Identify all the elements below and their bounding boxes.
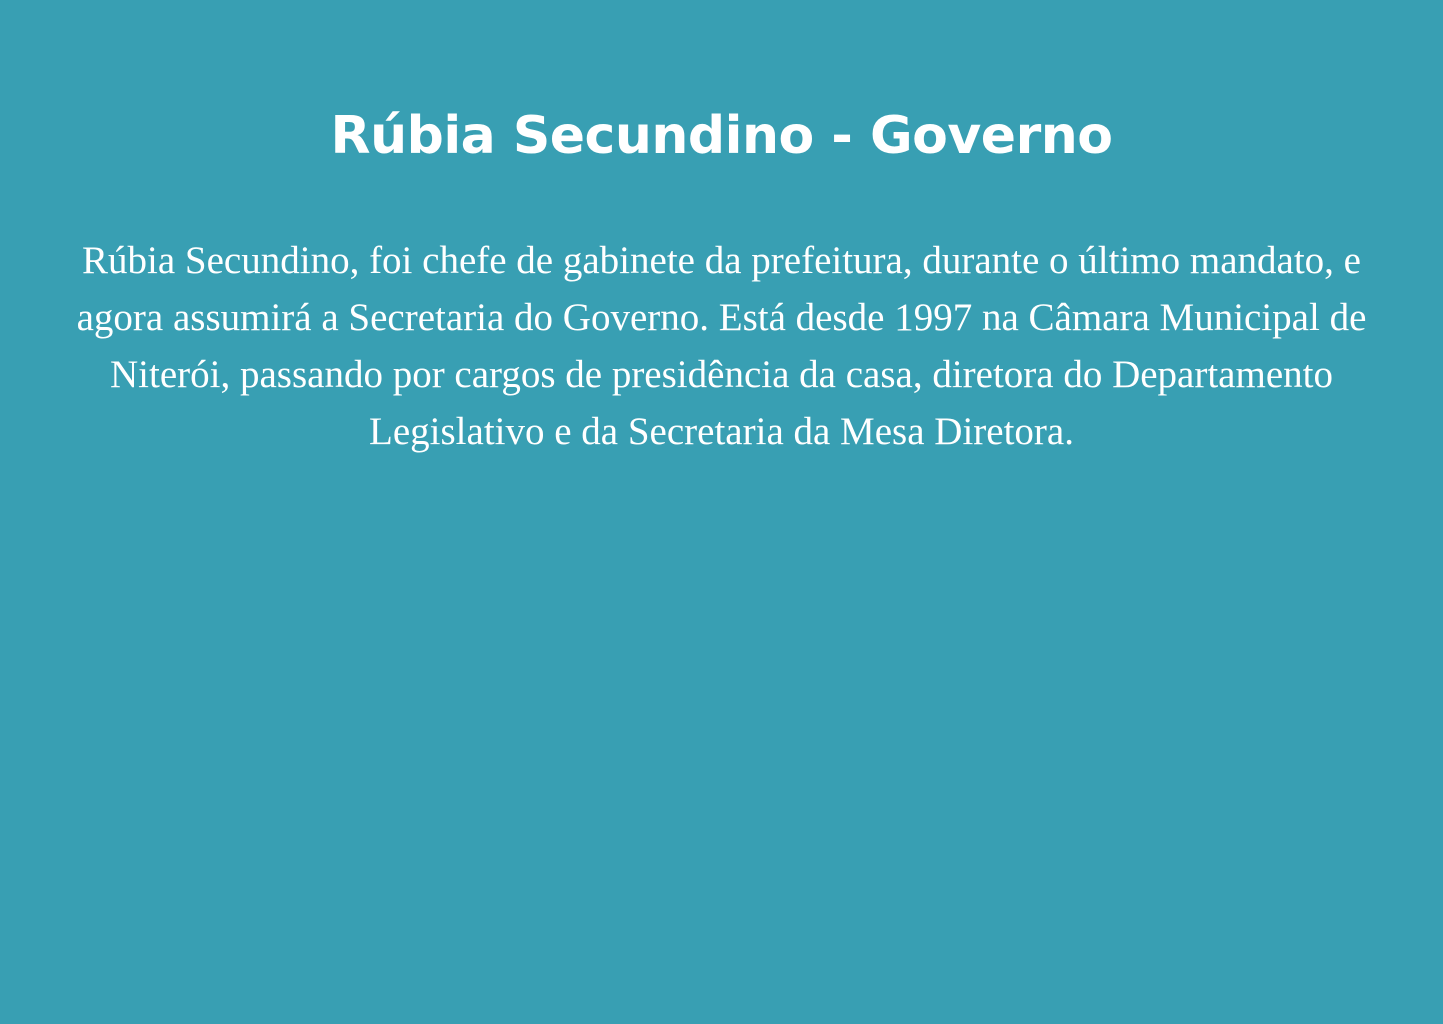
bio-paragraph: Rúbia Secundino, foi chefe de gabinete da prefeitura, durante o último mandato, e agora assumirá a Secretaria do Governo. Está desde 1997 na Câmara Municipal de Niterói, passando por cargos de presidência da casa, diretora do Departamento Legislativo e da Secretaria da Mesa Diretora.: [76, 239, 1367, 453]
page-title: Rúbia Secundino - Governo: [330, 106, 1113, 166]
